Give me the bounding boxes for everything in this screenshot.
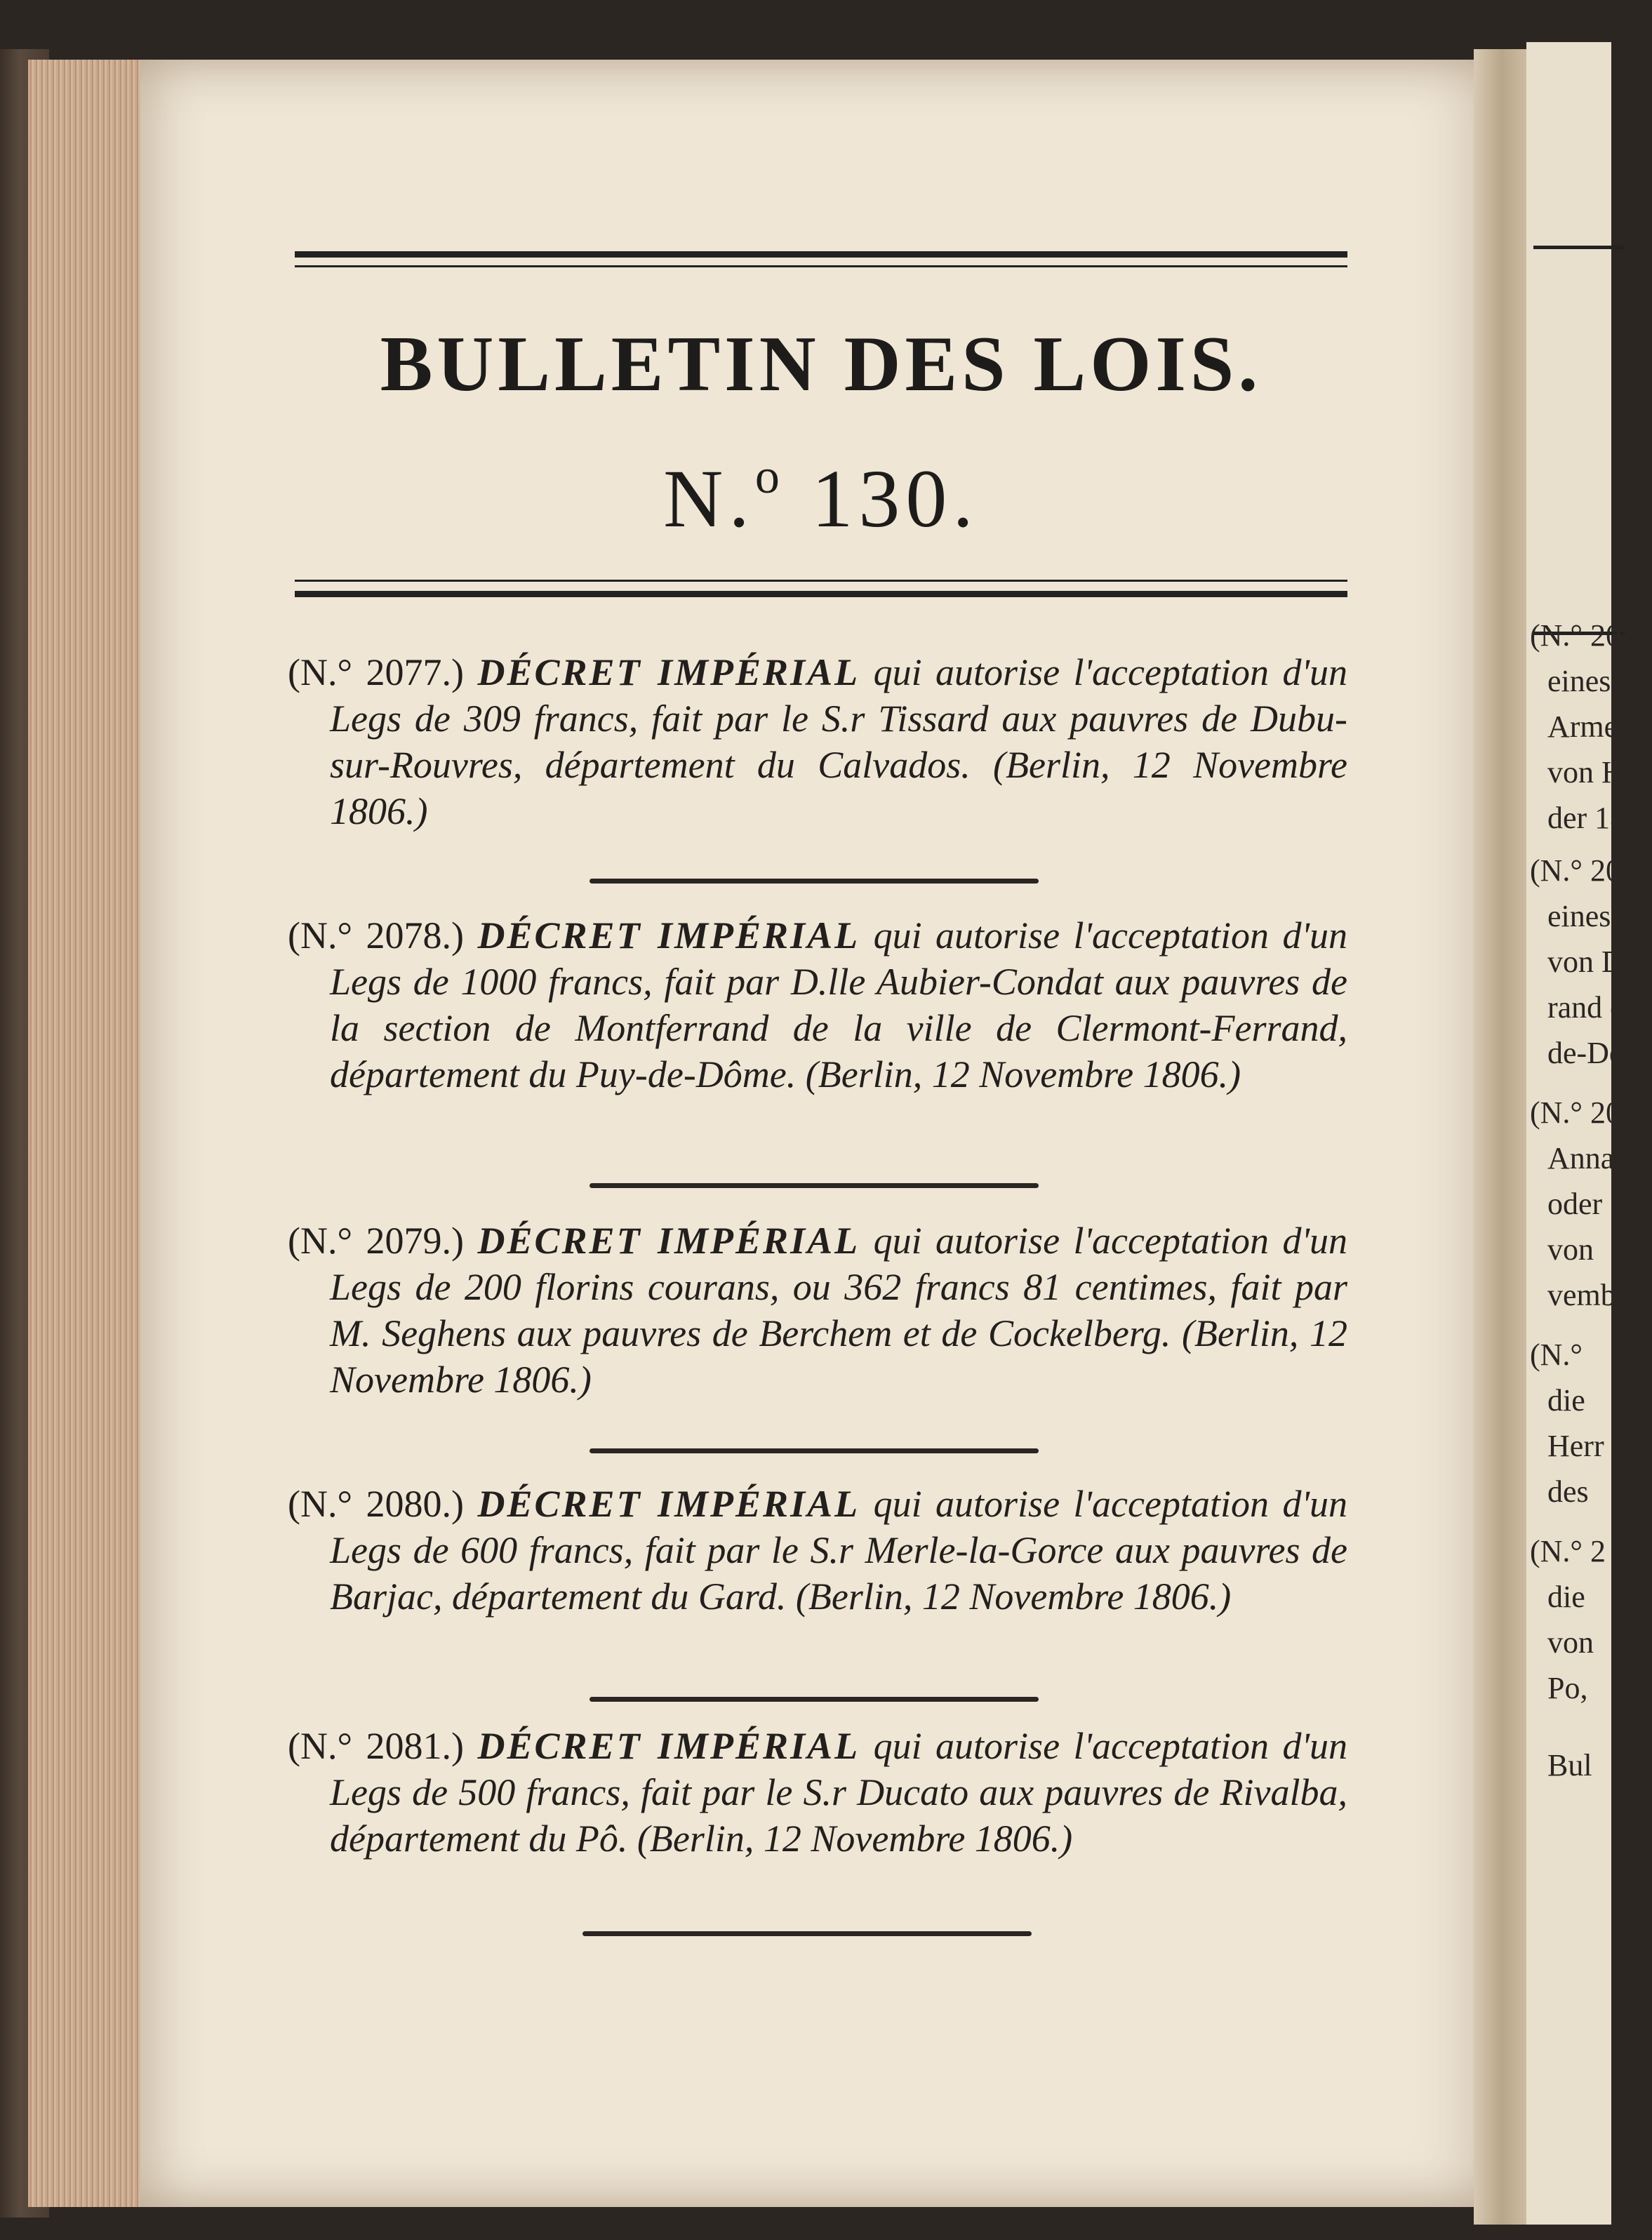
entry-heading: DÉCRET IMPÉRIAL xyxy=(477,1725,860,1767)
entry-text: qui autorise l'acceptation d'un Legs de 500 francs, fait par le S.r Ducato aux pauvres de Rivalba, département du Pô. (Berlin, 12 Novembre 1806.) xyxy=(330,1725,1347,1860)
number-prefix: N. xyxy=(663,453,755,545)
facing-page-line: eines V xyxy=(1547,664,1641,698)
facing-page-line: von D. xyxy=(1547,945,1632,979)
facing-page-line: (N.° 2078 xyxy=(1530,853,1652,888)
facing-page-line: Armen xyxy=(1547,709,1634,744)
facing-page-line: Herr xyxy=(1547,1429,1604,1463)
book-gutter xyxy=(1474,49,1530,2225)
facing-page-line: (N.° 207 xyxy=(1530,618,1637,653)
number-superscript: o xyxy=(754,450,785,504)
entry-heading: DÉCRET IMPÉRIAL xyxy=(477,1483,860,1525)
entry-text: qui autorise l'acceptation d'un Legs de 1000 francs, fait par D.lle Aubier-Condat aux pauvres de la section de Montferrand de la ville de Clermont-Ferrand, département du Puy-de-Dôme. (Berlin, 12 Novembre 1806.) xyxy=(330,914,1347,1095)
facing-page-line: (N.° 20 xyxy=(1530,1095,1622,1130)
entry-heading: DÉCRET IMPÉRIAL xyxy=(477,914,860,956)
entry-label: (N.° 2079.) xyxy=(288,1220,465,1262)
entry-separator xyxy=(589,1183,1039,1188)
entry-label: (N.° 2078.) xyxy=(288,914,465,956)
facing-page-line: Bul xyxy=(1547,1748,1592,1782)
entry-text: qui autorise l'acceptation d'un Legs de 200 florins courans, ou 362 francs 81 centimes, fait par M. Seghens aux pauvres de Berchem et de Cockelberg. (Berlin, 12 Novembre 1806.) xyxy=(330,1220,1347,1401)
page-title: BULLETIN DES LOIS. xyxy=(380,321,1263,408)
decree-entry-2080 xyxy=(288,1481,1347,1620)
facing-page-line: oder xyxy=(1547,1187,1603,1221)
facing-page-line: von xyxy=(1547,1625,1594,1660)
facing-page-line: des xyxy=(1547,1474,1589,1509)
entry-text: qui autorise l'acceptation d'un Legs de 600 francs, fait par le S.r Merle-la-Gorce aux pauvres de Barjac, département du Gard. (Berlin, 12 Novembre 1806.) xyxy=(330,1483,1347,1618)
entry-separator xyxy=(589,1697,1039,1702)
facing-page-line: der 180 xyxy=(1547,801,1641,835)
facing-page-line: von xyxy=(1547,1232,1594,1267)
right-facing-page xyxy=(1526,42,1652,2225)
header-rule-top-thin xyxy=(295,265,1347,267)
entry-heading: DÉCRET IMPÉRIAL xyxy=(477,1220,860,1262)
facing-page-line: eines V xyxy=(1547,899,1641,933)
entry-label: (N.° 2077.) xyxy=(288,651,465,693)
entry-text: qui autorise l'acceptation d'un Legs de 309 francs, fait par le S.r Tissard aux pauvres de Dubu-sur-Rouvres, département du Calvados. (Berlin, 12 Novembre 1806.) xyxy=(330,651,1347,832)
decree-entry-2081 xyxy=(288,1723,1347,1862)
entry-separator xyxy=(589,1448,1039,1453)
entry-separator xyxy=(582,1931,1032,1936)
header-rule-bottom-thin xyxy=(295,580,1347,582)
header-rule-top-thick xyxy=(295,251,1347,258)
page-edges xyxy=(28,60,154,2207)
facing-page-line: Annal xyxy=(1547,1141,1623,1175)
facing-page-line: rand de xyxy=(1547,990,1639,1025)
facing-rule xyxy=(1533,246,1625,249)
entry-label: (N.° 2080.) xyxy=(288,1483,465,1525)
decree-entry-2077 xyxy=(288,649,1347,834)
facing-page-line: (N.° 2 xyxy=(1530,1534,1606,1568)
decree-entry-2079 xyxy=(288,1218,1347,1403)
facing-page-line: von He xyxy=(1547,755,1638,789)
entry-label: (N.° 2081.) xyxy=(288,1725,465,1767)
entry-heading: DÉCRET IMPÉRIAL xyxy=(477,651,860,693)
facing-page-line: (N.° xyxy=(1530,1338,1583,1372)
entry-separator xyxy=(589,879,1039,884)
facing-page-line: de-Do xyxy=(1547,1036,1625,1070)
facing-page-line: die xyxy=(1547,1580,1585,1614)
facing-page-line: die xyxy=(1547,1383,1585,1418)
bulletin-number xyxy=(295,449,1347,547)
facing-page-line: vemb xyxy=(1547,1278,1616,1312)
number-value: 130. xyxy=(811,453,979,545)
header-rule-bottom-thick xyxy=(295,591,1347,597)
facing-page-line: Po, xyxy=(1547,1671,1588,1705)
decree-entry-2078 xyxy=(288,912,1347,1098)
